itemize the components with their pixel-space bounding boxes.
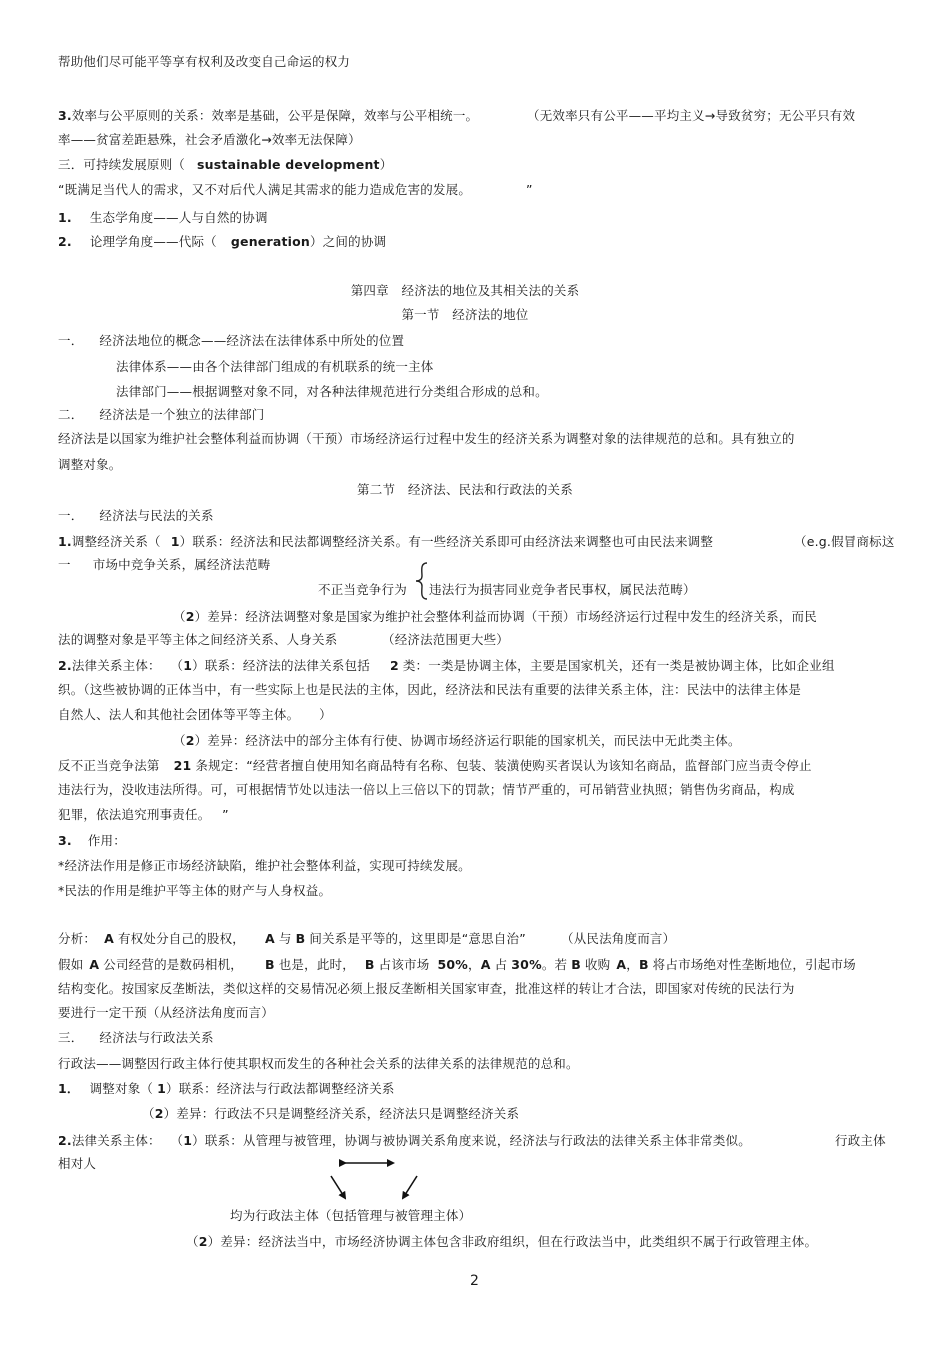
text: 公司经营的是数码相机， <box>103 957 243 972</box>
text-line <box>58 707 332 723</box>
text: （ <box>142 1106 155 1121</box>
list-number: 2. <box>58 1133 72 1148</box>
text: 假如 <box>58 957 84 972</box>
text: 2 <box>198 1234 208 1249</box>
text-line <box>58 931 526 947</box>
text: A <box>480 957 491 972</box>
text-line <box>58 534 713 550</box>
text: 调整对象（ <box>89 1081 154 1096</box>
text: 也是，此时， <box>278 957 355 972</box>
text: 2 <box>389 658 399 673</box>
text: 2 <box>185 609 195 624</box>
text: 30% <box>511 957 542 972</box>
heading: 经济法是一个独立的法律部门 <box>99 407 265 422</box>
text-line <box>173 609 817 625</box>
text: A <box>265 931 275 946</box>
text: ） <box>379 157 393 172</box>
text-line <box>58 157 392 173</box>
text-line: 织。（这些被协调的正体当中，有一些实际上也是民法的主体，因此，经济法和民法有重要的法律关系主体，注：民法中的法律主体是 <box>58 682 802 697</box>
text: 1 <box>183 658 193 673</box>
text: 分析： <box>58 931 97 946</box>
chapter-title: 第四章 经济法的地位及其相关法的关系 <box>350 283 580 298</box>
text-line <box>58 833 126 849</box>
text: （ <box>186 1234 199 1249</box>
text: ）差异：经济法中的部分主体有行使、协调市场经济运行职能的国家机关，而民法中无此类主体。 <box>194 733 741 748</box>
text: 法律关系主体： <box>71 1133 161 1148</box>
text: ） <box>319 707 332 722</box>
text: ， <box>468 957 481 972</box>
text-line: 行政法——调整因行政主体行使其职权而发生的各种社会关系的法律关系的法律规范的总和。 <box>58 1056 579 1071</box>
text-line: 要进行一定干预（从经济法角度而言） <box>58 1005 274 1020</box>
text-line: 均为行政法主体（包括管理与被管理主体） <box>230 1208 472 1223</box>
text-line: 行政主体 <box>835 1133 886 1148</box>
list-number: 2. <box>58 658 72 673</box>
text: 2 <box>185 733 195 748</box>
list-number: 3. <box>58 108 72 123</box>
arrow-down-left-icon <box>403 1176 417 1198</box>
text-line: （e.g.假冒商标这 <box>794 534 895 549</box>
list-number: 二． <box>58 407 84 422</box>
arrow-down-right-icon <box>331 1176 345 1198</box>
text: 1 <box>170 534 180 549</box>
brace-icon <box>414 562 430 600</box>
text: A <box>616 957 627 972</box>
text-line: 违法行为损害同业竞争者民事权，属民法范畴） <box>429 582 696 597</box>
text-line <box>58 508 214 524</box>
text-line <box>58 407 265 423</box>
text-line <box>58 758 812 774</box>
english-term: sustainable development <box>197 157 380 172</box>
text-line: 帮助他们尽可能平等享有权利及改变自己命运的权力 <box>58 54 351 69</box>
heading: 经济法地位的概念——经济法在法律体系中所处的位置 <box>99 333 405 348</box>
text: ）联系：经济法和民法都调整经济关系。有一些经济关系即可由经济法来调整也可由民法来调整 <box>179 534 714 549</box>
text: 作用： <box>87 833 126 848</box>
text: 有权处分自己的股权， <box>117 931 245 946</box>
text-line <box>58 957 856 973</box>
text-line: *民法的作用是维护平等主体的财产与人身权益。 <box>58 883 332 898</box>
text: 与 <box>278 931 292 946</box>
text: 生态学角度——人与自然的协调 <box>89 210 268 225</box>
text-line <box>58 1081 395 1097</box>
text-line <box>58 1133 751 1149</box>
text-line <box>142 1106 519 1122</box>
text: 将占市场绝对性垄断地位，引起市场 <box>652 957 856 972</box>
text: 调整经济关系（ <box>71 534 161 549</box>
english-term: generation <box>230 234 311 249</box>
text: 2 <box>154 1106 164 1121</box>
text-line: 相对人 <box>58 1156 97 1171</box>
text: （ <box>176 658 184 673</box>
text: 21 <box>173 758 192 773</box>
heading: 经济法与民法的关系 <box>99 508 214 523</box>
text: ）之间的协调 <box>310 234 387 249</box>
text-line: “既满足当代人的需求，又不对后代人满足其需求的能力造成危害的发展。 <box>58 182 472 197</box>
text: 条规定：“经营者擅自使用知名商品特有名称、包装、装潢使购买者误认为该知名商品，监督部门应当责令停止 <box>195 758 812 773</box>
text: B <box>638 957 649 972</box>
text-line <box>186 1234 817 1250</box>
text: ）差异：经济法调整对象是国家为维护社会整体利益而协调（干预）市场经济运行过程中发生的经济关系，而民 <box>194 609 817 624</box>
section-title: 第一节 经济法的地位 <box>401 307 529 322</box>
text: 1 <box>157 1081 167 1096</box>
list-number: 1. <box>58 210 72 225</box>
text: 1 <box>183 1133 193 1148</box>
text-line: （无效率只有公平——平均主义→导致贫穷；无公平只有效 <box>527 108 856 123</box>
list-number: 3. <box>58 833 72 848</box>
text: 反不正当竞争法第 <box>58 758 160 773</box>
text: （ <box>173 609 186 624</box>
text: 50% <box>437 957 468 972</box>
text: 市场中竞争关系，属经济法范畴 <box>92 557 271 572</box>
text-line <box>58 210 268 226</box>
text-line <box>58 658 835 674</box>
text: 三．可持续发展原则（ <box>58 157 186 172</box>
text-line <box>58 1030 214 1046</box>
text: 犯罪，依法追究刑事责任。 <box>58 807 205 822</box>
list-number: 2. <box>58 234 72 249</box>
text: 间关系是平等的，这里即是“意思自治” <box>309 931 526 946</box>
text-line <box>173 733 741 749</box>
text-line: 率——贫富差距悬殊，社会矛盾激化→效率无法保障） <box>58 132 361 147</box>
text: 。若 <box>541 957 568 972</box>
text-line <box>58 333 404 349</box>
text: 类：一类是协调主体，主要是国家机关，还有一类是被协调主体，比如企业组 <box>402 658 835 673</box>
text: 自然人、法人和其他社会团体等平等主体。 <box>58 707 294 722</box>
text: ” <box>222 807 229 822</box>
text: 论理学角度——代际（ <box>89 234 217 249</box>
text-line: 经济法是以国家为维护社会整体利益而协调（干预）市场经济运行过程中发生的经济关系为调整对象的法律规范的总和。具有独立的 <box>58 431 795 446</box>
text-line: 法的调整对象是平等主体之间经济关系、人身关系 <box>58 632 338 647</box>
text: B <box>364 957 375 972</box>
relation-arrows <box>325 1152 425 1204</box>
list-number: 一． <box>58 508 84 523</box>
text-line: ” <box>526 182 533 197</box>
text-line: 调整对象。 <box>58 457 122 472</box>
text-line <box>58 807 229 823</box>
text: ）联系：从管理与被管理，协调与被协调关系角度来说，经济法与行政法的法律关系主体非常类似。 <box>192 1133 751 1148</box>
text: 占该市场 <box>378 957 430 972</box>
text-line: 不正当竞争行为 <box>318 582 407 597</box>
text: （ <box>173 733 186 748</box>
page-number: 2 <box>470 1273 480 1289</box>
list-number: 1． <box>58 1081 80 1096</box>
text: B <box>264 957 275 972</box>
text-line: （经济法范围更大些） <box>382 632 510 647</box>
heading: 经济法与行政法关系 <box>99 1030 214 1045</box>
list-number: 三． <box>58 1030 84 1045</box>
text-line: （从民法角度而言） <box>561 931 676 946</box>
text: B <box>571 957 581 972</box>
text-line: 法律体系——由各个法律部门组成的有机联系的统一主体 <box>116 359 434 374</box>
list-number: 一． <box>58 333 84 348</box>
text-line: 法律部门——根据调整对象不同，对各种法律规范进行分类组合形成的总和。 <box>116 384 548 399</box>
text: 一 <box>58 557 71 572</box>
list-number: 1. <box>58 534 72 549</box>
text: ）联系：经济法的法律关系包括 <box>192 658 370 673</box>
text: ）联系：经济法与行政法都调整经济关系 <box>166 1081 395 1096</box>
text: A <box>89 957 100 972</box>
text-line: 违法行为，没收违法所得。可，可根据情节处以违法一倍以上三倍以下的罚款；情节严重的，可吊销营业执照；销售伪劣商品，构成 <box>58 782 795 797</box>
text: ， <box>626 957 639 972</box>
text: 法律关系主体： <box>71 658 161 673</box>
text-line <box>58 557 271 573</box>
text: （ <box>176 1133 184 1148</box>
text: 收购 <box>584 957 611 972</box>
text-line <box>58 108 478 124</box>
text: ）差异：经济法当中，市场经济协调主体包含非政府组织，但在行政法当中，此类组织不属于行政管理主体。 <box>207 1234 818 1249</box>
text-line: 结构变化。按国家反垄断法，类似这样的交易情况必须上报反垄断相关国家审查，批准这样的转让才合法，即国家对传统的民法行为 <box>58 981 795 996</box>
text-line <box>58 234 386 250</box>
text: A <box>104 931 114 946</box>
text-line: *经济法作用是修正市场经济缺陷，维护社会整体利益，实现可持续发展。 <box>58 858 471 873</box>
section-title: 第二节 经济法、民法和行政法的关系 <box>357 482 573 497</box>
text: B <box>295 931 306 946</box>
text: 占 <box>494 957 508 972</box>
text: ）差异：行政法不只是调整经济关系，经济法只是调整经济关系 <box>163 1106 520 1121</box>
text: 效率与公平原则的关系：效率是基础，公平是保障，效率与公平相统一。 <box>71 108 479 123</box>
